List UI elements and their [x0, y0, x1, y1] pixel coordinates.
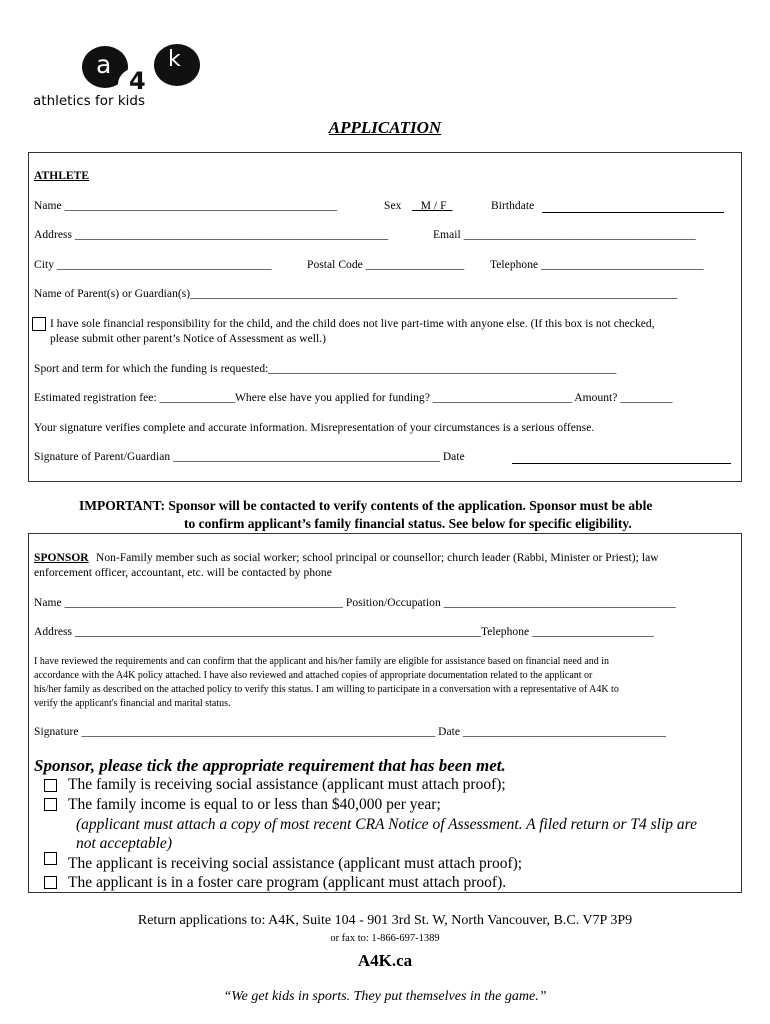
sponsor-review-2: accordance with the A4K policy attached. I have also reviewed and attached copies of appropriate documentation related to the applicant or: [34, 670, 593, 681]
athlete-birthdate-field[interactable]: [542, 212, 724, 213]
sponsor-tick-heading: Sponsor, please tick the appropriate requirement that has been met.: [34, 756, 506, 775]
website: A4K.ca: [357, 951, 413, 970]
sole-responsibility-checkbox[interactable]: [32, 317, 46, 331]
parent-signature-date-field[interactable]: [512, 463, 731, 464]
athlete-telephone-field[interactable]: Telephone ____________________________: [490, 259, 704, 271]
sole-responsibility-text-1: I have sole financial responsibility for the child, and the child does not live part-time with anyone else. (If this box is not checked,: [50, 318, 655, 330]
sponsor-intro-2: enforcement officer, accountant, etc. will be contacted by phone: [34, 567, 332, 579]
fax-number: or fax to: 1-866-697-1389: [330, 933, 440, 944]
sport-term-field[interactable]: Sport and term for which the funding is requested:____________________________________________________________: [34, 363, 617, 375]
sponsor-signature-field[interactable]: Signature _____________________________________________________________ Date ___________________________________: [34, 726, 667, 738]
requirement-1-checkbox[interactable]: [44, 779, 57, 792]
sponsor-heading: SPONSOR: [34, 552, 89, 564]
page-title: APPLICATION: [328, 118, 442, 137]
logo-circle-k: [154, 44, 200, 86]
athlete-sex-label: Sex: [384, 200, 402, 212]
athlete-parent-field[interactable]: Name of Parent(s) or Guardian(s)____________________________________________________________________________________: [34, 288, 678, 300]
sponsor-review-4: verify the applicant's financial and marital status.: [34, 698, 231, 709]
signature-verification-note: Your signature verifies complete and accurate information. Misrepresentation of your circumstances is a serious offense.: [34, 422, 595, 434]
return-address: Return applications to: A4K, Suite 104 - 901 3rd St. W, North Vancouver, B.C. V7P 3P9: [137, 913, 633, 928]
athlete-name-field[interactable]: Name _______________________________________________: [34, 200, 338, 212]
sole-responsibility-text-2: please submit other parent’s Notice of Assessment as well.): [50, 333, 327, 345]
requirement-2-note-2: not acceptable): [76, 835, 172, 852]
important-notice-line-2: to confirm applicant’s family financial status. See below for specific eligibility.: [184, 516, 632, 531]
tagline-quote: “We get kids in sports. They put themselves in the game.”: [223, 989, 547, 1004]
sponsor-address-field[interactable]: Address ______________________________________________________________________Telephone _____________________: [34, 626, 654, 638]
sponsor-intro-1: Non-Family member such as social worker; school principal or counsellor; church leader (Rabbi, Minister or Priest); law: [96, 552, 659, 564]
logo-tagline: athletics for kids: [33, 93, 145, 109]
important-notice-line-1: IMPORTANT: Sponsor will be contacted to verify contents of the application. Sponsor must be able: [79, 498, 653, 513]
logo-number-4: 4: [129, 67, 146, 95]
requirement-3-text: The applicant is receiving social assistance (applicant must attach proof);: [68, 855, 523, 872]
requirement-2-note-1: (applicant must attach a copy of most recent CRA Notice of Assessment. A filed return or T4 slip are: [76, 816, 697, 833]
athlete-city-field[interactable]: City _____________________________________: [34, 259, 272, 271]
athlete-heading: ATHLETE: [34, 170, 90, 182]
logo-letter-a: a: [96, 50, 112, 79]
requirement-2-checkbox[interactable]: [44, 798, 57, 811]
requirement-1-text: The family is receiving social assistance (applicant must attach proof);: [68, 776, 506, 793]
athlete-address-field[interactable]: Address ______________________________________________________: [34, 229, 389, 241]
requirement-4-checkbox[interactable]: [44, 876, 57, 889]
sponsor-review-3: his/her family as described on the attached policy to verify this status. I am willing to participate in a conversation with a representative of A4K to: [34, 684, 619, 695]
parent-signature-field[interactable]: Signature of Parent/Guardian ______________________________________________ Date: [34, 451, 465, 463]
sponsor-name-field[interactable]: Name ________________________________________________ Position/Occupation ________________________________________: [34, 597, 676, 609]
requirement-2-text: The family income is equal to or less than $40,000 per year;: [68, 796, 441, 813]
requirement-3-checkbox[interactable]: [44, 852, 57, 865]
athlete-email-field[interactable]: Email ________________________________________: [433, 229, 696, 241]
logo-letter-k: k: [168, 47, 181, 72]
sponsor-review-1: I have reviewed the requirements and can confirm that the applicant and his/her family are eligible for assistance based on financial need and in: [34, 656, 610, 667]
athlete-birthdate-label: Birthdate: [491, 200, 535, 212]
athlete-postal-field[interactable]: Postal Code _________________: [307, 259, 465, 271]
registration-fee-field[interactable]: Estimated registration fee: _____________Where else have you applied for funding? ________________________ Amount? _________: [34, 392, 673, 404]
requirement-4-text: The applicant is in a foster care program (applicant must attach proof).: [68, 874, 507, 891]
athlete-sex-field[interactable]: _ M / F_: [412, 200, 453, 212]
